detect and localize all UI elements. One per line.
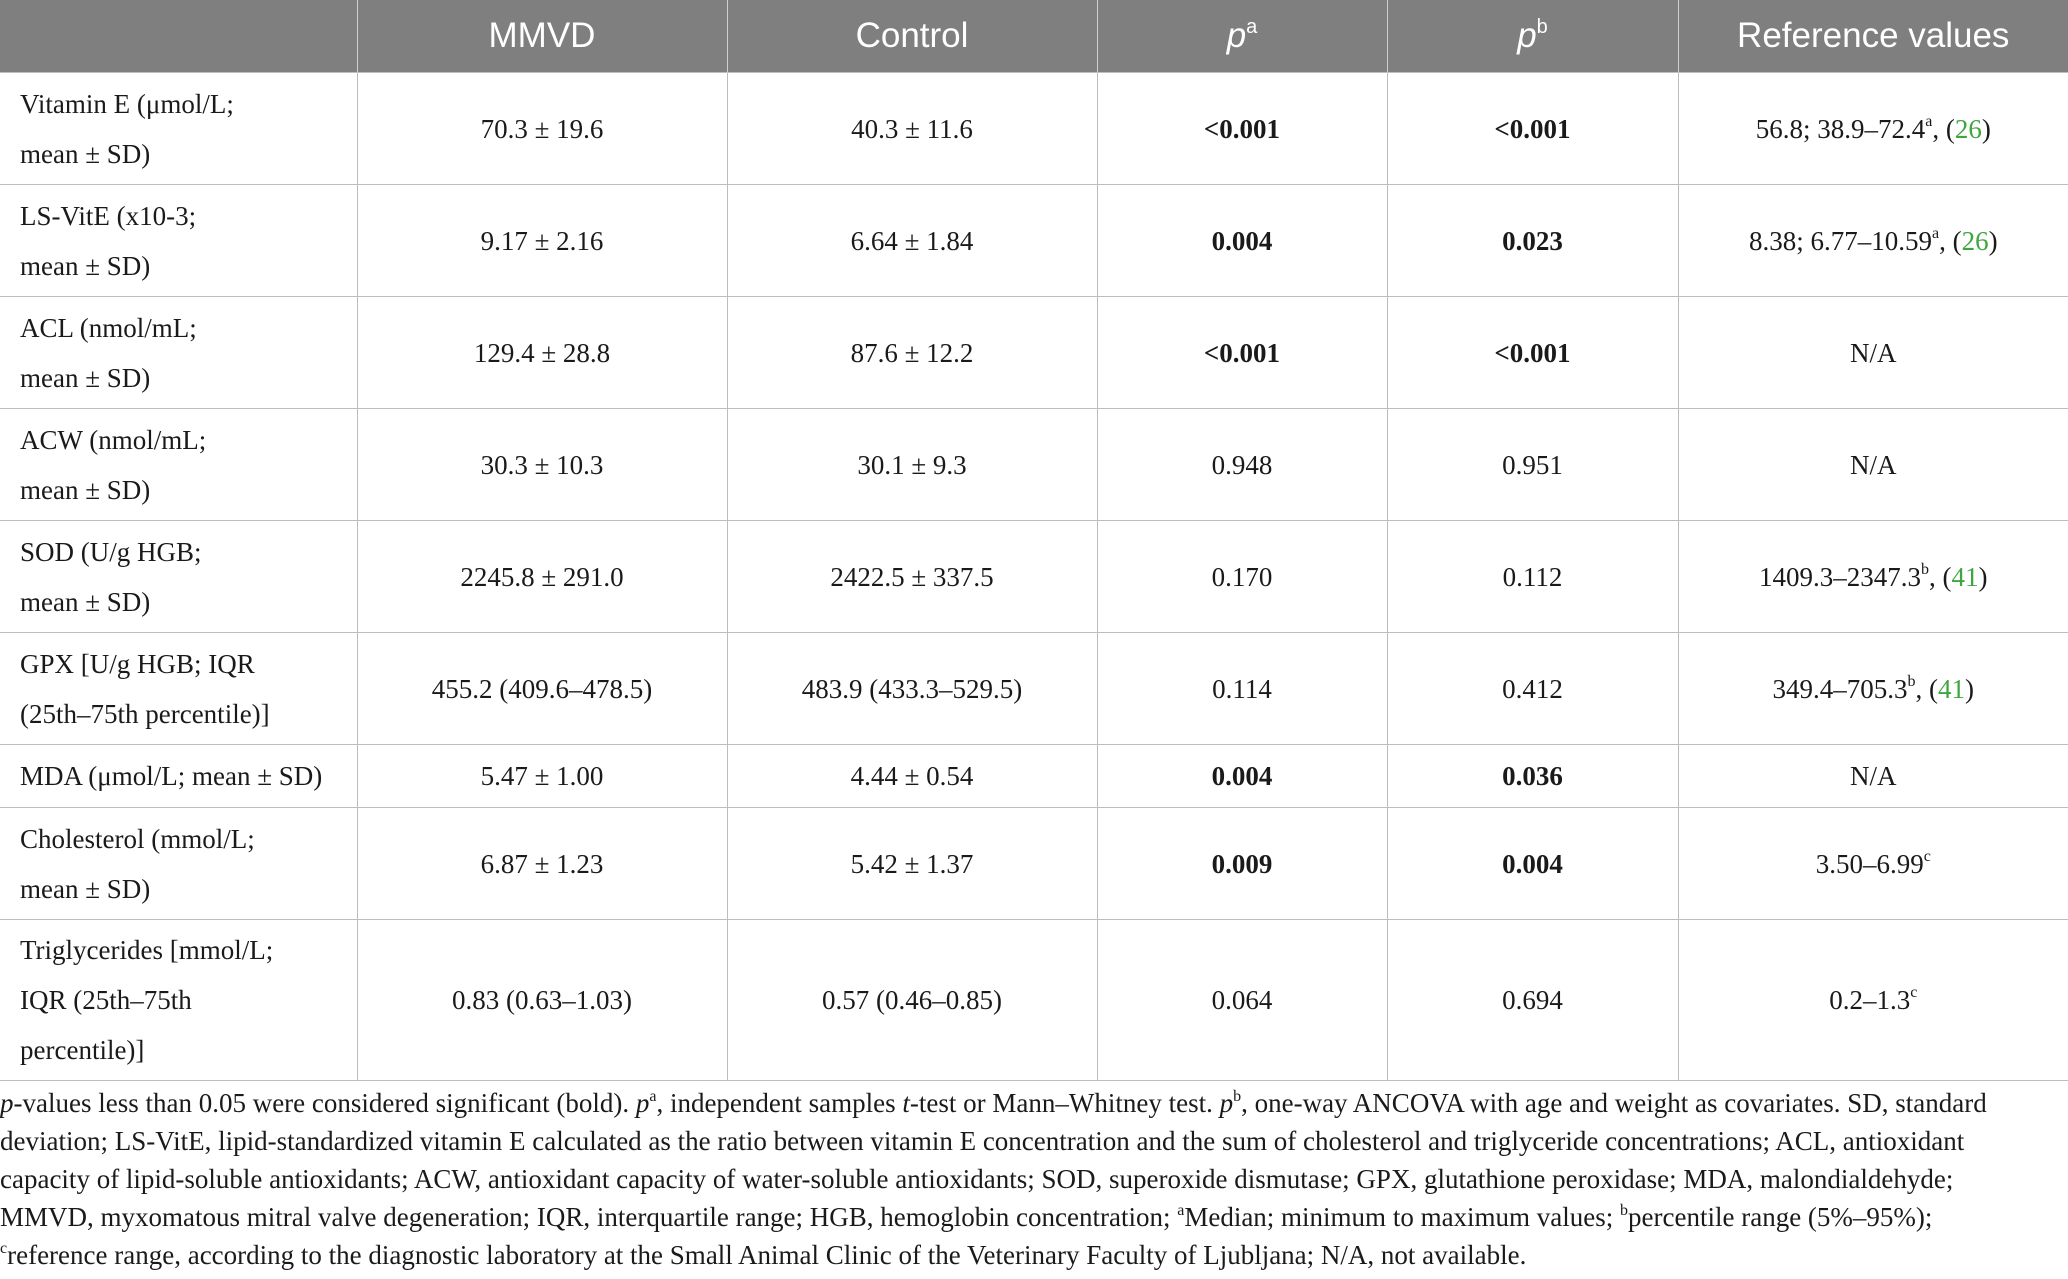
table-row xyxy=(0,521,2068,633)
cell-pb: 0.023 xyxy=(1387,185,1678,297)
cell-pb: 0.112 xyxy=(1387,521,1678,633)
ref-sep: , ( xyxy=(1932,113,1955,144)
ref-sup: a xyxy=(1931,224,1940,242)
ref-text: 56.8; 38.9–72.4 xyxy=(1755,113,1926,144)
cell-control: 30.1 ± 9.3 xyxy=(727,409,1097,521)
label-line: GPX [U/g HGB; IQR xyxy=(20,648,255,679)
cell-pb: 0.694 xyxy=(1387,920,1678,1081)
ref-text: 8.38; 6.77–10.59 xyxy=(1748,225,1932,256)
row-label: MDA (μmol/L; mean ± SD) xyxy=(0,745,357,808)
cell-reference xyxy=(1678,185,2068,297)
footnote-sup: a xyxy=(1177,1202,1185,1219)
cell-pa: <0.001 xyxy=(1097,297,1387,409)
cell-reference: N/A xyxy=(1678,297,2068,409)
cell-pa: 0.004 xyxy=(1097,185,1387,297)
row-label xyxy=(0,521,357,633)
header-parameter xyxy=(0,0,357,73)
header-pa xyxy=(1097,0,1387,73)
cell-control: 0.57 (0.46–0.85) xyxy=(727,920,1097,1081)
cell-control: 483.9 (433.3–529.5) xyxy=(727,633,1097,745)
cell-pa: 0.170 xyxy=(1097,521,1387,633)
cell-reference xyxy=(1678,73,2068,185)
label-line: percentile)] xyxy=(20,1035,145,1065)
header-row xyxy=(0,0,2068,73)
row-label xyxy=(0,297,357,409)
ref-text: 0.2–1.3 xyxy=(1829,985,1911,1015)
header-control: Control xyxy=(727,0,1097,73)
ref-sup: c xyxy=(1923,847,1931,865)
label-line: mean ± SD) xyxy=(20,873,151,904)
cell-pa: 0.004 xyxy=(1097,745,1387,808)
reference-link[interactable]: 41 xyxy=(1951,561,1979,592)
ref-close: ) xyxy=(1981,113,1991,144)
cell-control: 87.6 ± 12.2 xyxy=(727,297,1097,409)
row-label xyxy=(0,409,357,521)
label-line: ACW (nmol/mL; xyxy=(20,424,207,455)
cell-reference xyxy=(1678,633,2068,745)
footnote-italic: p xyxy=(0,1088,14,1118)
cell-control: 40.3 ± 11.6 xyxy=(727,73,1097,185)
footnote-italic: p xyxy=(635,1088,650,1118)
cell-control: 2422.5 ± 337.5 xyxy=(727,521,1097,633)
label-line: IQR (25th–75th xyxy=(20,985,192,1015)
row-label xyxy=(0,185,357,297)
cell-pb: 0.036 xyxy=(1387,745,1678,808)
header-reference: Reference values xyxy=(1678,0,2068,73)
label-line: Triglycerides [mmol/L; xyxy=(20,935,274,965)
cell-pa: 0.009 xyxy=(1097,808,1387,920)
header-pa-base: p xyxy=(1226,16,1247,55)
cell-control: 5.42 ± 1.37 xyxy=(727,808,1097,920)
reference-link[interactable]: 26 xyxy=(1961,225,1989,256)
label-line: Cholesterol (mmol/L; xyxy=(20,823,255,854)
cell-pa: <0.001 xyxy=(1097,73,1387,185)
header-pb-base: p xyxy=(1517,16,1537,55)
label-line: mean ± SD) xyxy=(20,250,151,281)
header-pa-sup: a xyxy=(1246,16,1258,38)
label-line: SOD (U/g HGB; xyxy=(20,536,202,567)
cell-control: 4.44 ± 0.54 xyxy=(727,745,1097,808)
cell-mmvd: 30.3 ± 10.3 xyxy=(357,409,727,521)
ref-close: ) xyxy=(1978,561,1988,592)
table-footnote xyxy=(0,1084,2040,1274)
label-line: mean ± SD) xyxy=(20,586,151,617)
ref-sep: , ( xyxy=(1939,225,1962,256)
cell-pa: 0.064 xyxy=(1097,920,1387,1081)
row-label xyxy=(0,808,357,920)
row-label xyxy=(0,633,357,745)
footnote-text: -test or Mann–Whitney test. xyxy=(909,1088,1220,1118)
header-mmvd: MMVD xyxy=(357,0,727,73)
table-row xyxy=(0,920,2068,1081)
footnote-italic: t xyxy=(902,1088,910,1118)
footnote-text: -values less than 0.05 were considered significant (bold). xyxy=(13,1088,636,1118)
footnote-text: Median; minimum to maximum values; xyxy=(1184,1202,1621,1232)
table-row xyxy=(0,297,2068,409)
footnote-sup: a xyxy=(649,1088,657,1105)
cell-pb: <0.001 xyxy=(1387,73,1678,185)
footnote-text: , one-way ANCOVA with age and weight as covariates. SD, standard deviation; LS-VitE, lipid-standardized vitamin E calculated as the ratio between vitamin E concentration and the sum of cholesterol and triglyceride concentrations; ACL, antioxidant capacity of lipid-soluble antioxidants; ACW, antioxidant capacity of water-soluble antioxidants; SOD, superoxide dismutase; GPX, glutathione peroxidase; MDA, malondialdehyde; MMVD, myxomatous mitral valve degeneration; IQR, interquartile range; HGB, hemoglobin concentration; xyxy=(0,1088,1987,1232)
ref-sup: b xyxy=(1921,560,1929,578)
label-line: ACL (nmol/mL; xyxy=(20,312,197,343)
footnote-text: , independent samples xyxy=(656,1088,903,1118)
cell-mmvd: 129.4 ± 28.8 xyxy=(357,297,727,409)
ref-text: 1409.3–2347.3 xyxy=(1759,561,1921,592)
row-label xyxy=(0,73,357,185)
label-line: mean ± SD) xyxy=(20,474,151,505)
footnote-text: percentile range (5%–95%); xyxy=(1628,1202,1933,1232)
footnote-sup: c xyxy=(0,1240,8,1257)
cell-reference: N/A xyxy=(1678,409,2068,521)
ref-sup: c xyxy=(1910,984,1918,1001)
table-row xyxy=(0,73,2068,185)
cell-mmvd: 6.87 ± 1.23 xyxy=(357,808,727,920)
cell-pb: 0.951 xyxy=(1387,409,1678,521)
cell-pb: 0.004 xyxy=(1387,808,1678,920)
cell-mmvd: 9.17 ± 2.16 xyxy=(357,185,727,297)
label-line: LS-VitE (x10-3; xyxy=(20,200,197,231)
cell-mmvd: 0.83 (0.63–1.03) xyxy=(357,920,727,1081)
header-pb-sup: b xyxy=(1536,16,1548,38)
reference-link[interactable]: 41 xyxy=(1938,673,1965,704)
cell-mmvd: 2245.8 ± 291.0 xyxy=(357,521,727,633)
table-row xyxy=(0,409,2068,521)
ref-sep: , ( xyxy=(1915,673,1938,704)
cell-pb: 0.412 xyxy=(1387,633,1678,745)
header-pb xyxy=(1387,0,1678,73)
cell-control: 6.64 ± 1.84 xyxy=(727,185,1097,297)
footnote-italic: p xyxy=(1219,1088,1234,1118)
label-line: mean ± SD) xyxy=(20,362,151,393)
ref-close: ) xyxy=(1988,225,1998,256)
ref-text: 3.50–6.99 xyxy=(1815,848,1924,879)
footnote-text: reference range, according to the diagnostic laboratory at the Small Animal Clinic of the Veterinary Faculty of Ljubljana; N/A, not available. xyxy=(7,1240,1527,1270)
cell-mmvd: 70.3 ± 19.6 xyxy=(357,73,727,185)
ref-text: 349.4–705.3 xyxy=(1772,673,1908,704)
cell-reference: N/A xyxy=(1678,745,2068,808)
table-row xyxy=(0,185,2068,297)
cell-reference xyxy=(1678,808,2068,920)
table-row xyxy=(0,745,2068,808)
table-row xyxy=(0,808,2068,920)
cell-pa: 0.948 xyxy=(1097,409,1387,521)
cell-mmvd: 5.47 ± 1.00 xyxy=(357,745,727,808)
ref-close: ) xyxy=(1965,673,1974,704)
label-line: Vitamin E (μmol/L; xyxy=(20,88,234,119)
cell-pb: <0.001 xyxy=(1387,297,1678,409)
ref-sep: , ( xyxy=(1929,561,1952,592)
row-label xyxy=(0,920,357,1081)
cell-reference xyxy=(1678,521,2068,633)
label-line: (25th–75th percentile)] xyxy=(20,698,270,729)
label-line: mean ± SD) xyxy=(20,138,151,169)
cell-mmvd: 455.2 (409.6–478.5) xyxy=(357,633,727,745)
ref-sup: b xyxy=(1907,672,1916,690)
table-row xyxy=(0,633,2068,745)
reference-link[interactable]: 26 xyxy=(1954,113,1982,144)
footnote-sup: b xyxy=(1233,1088,1242,1105)
footnote-sup: b xyxy=(1620,1202,1629,1219)
ref-sup: a xyxy=(1925,112,1933,130)
cell-pa: 0.114 xyxy=(1097,633,1387,745)
cell-reference xyxy=(1678,920,2068,1081)
